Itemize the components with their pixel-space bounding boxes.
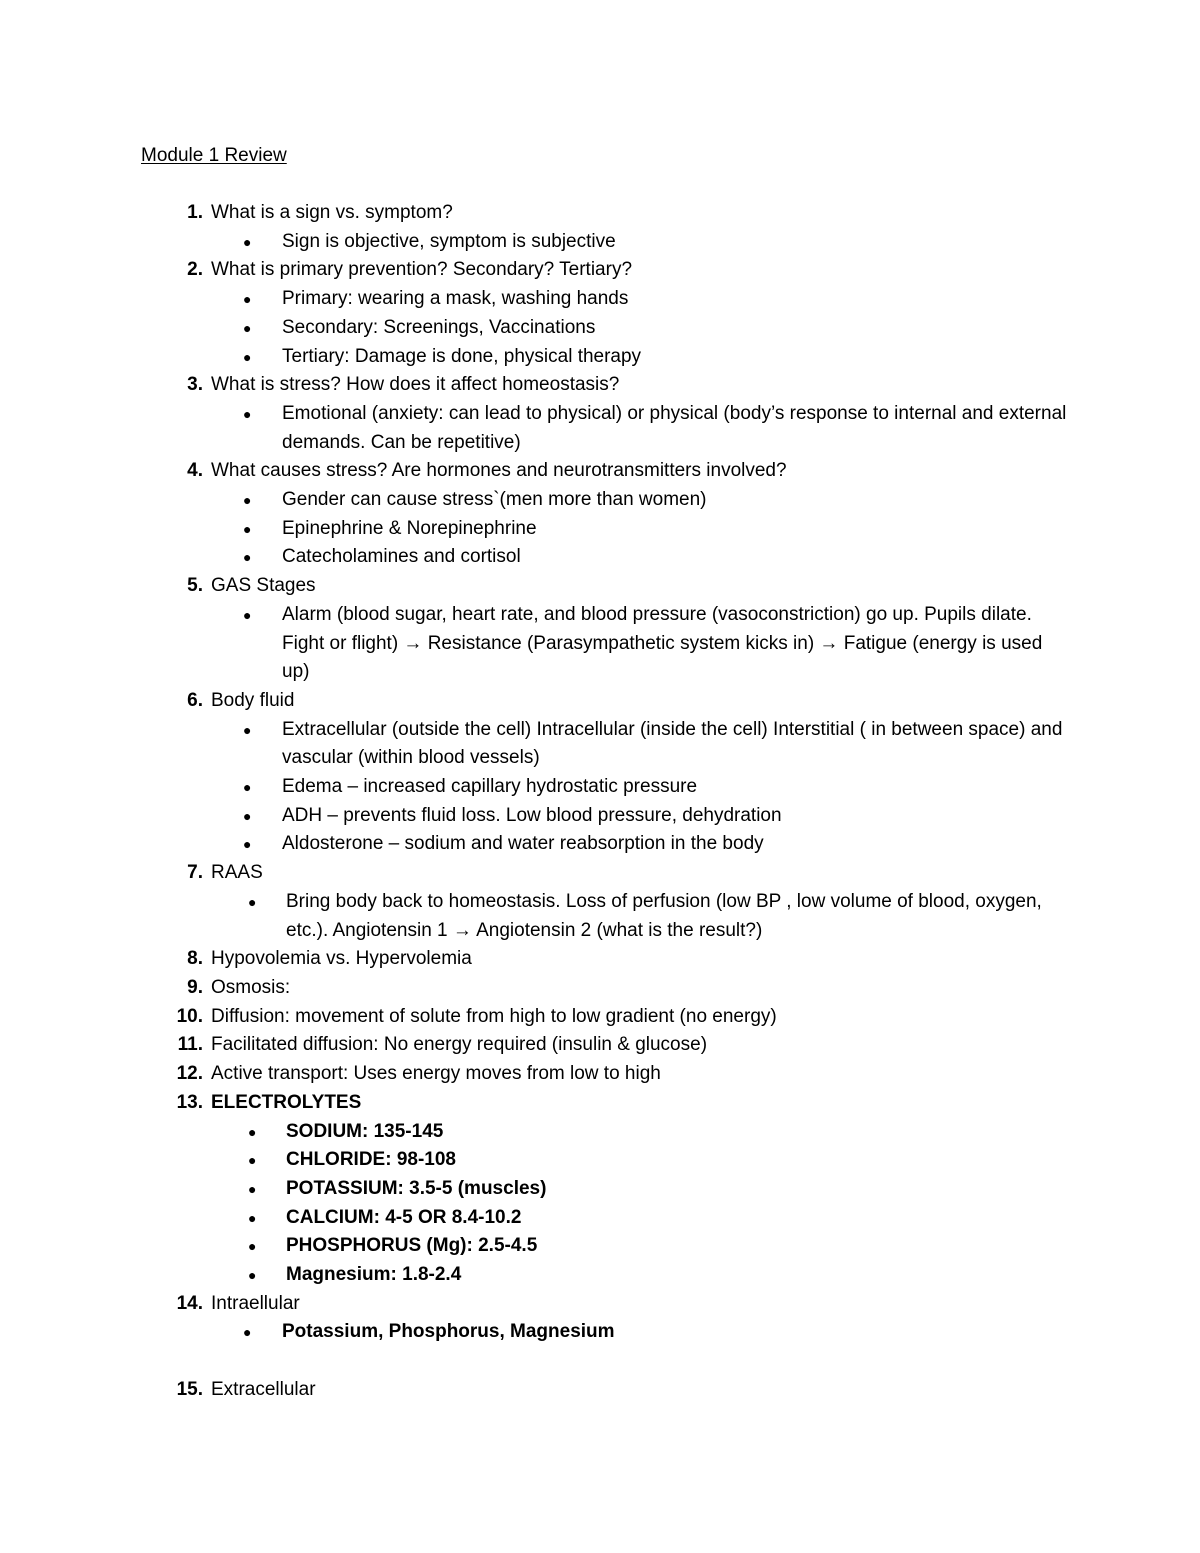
bullet-icon: ● — [243, 807, 252, 824]
bullet-item — [0, 888, 1200, 945]
list-item-7 — [0, 859, 1200, 888]
item-question: Hypovolemia vs. Hypervolemia — [211, 948, 472, 970]
bullet-item — [0, 830, 1200, 859]
bullet-item — [0, 343, 1200, 372]
bullet-text: CALCIUM: 4-5 OR 8.4-10.2 — [286, 1206, 522, 1228]
bullet-text: Alarm (blood sugar, heart rate, and blood pressure (vasoconstriction) go up. Pupils dilate. Fight or flight) → Resistance (Parasympathetic system kicks in) → Fatigue (energy is used up) — [282, 603, 1043, 683]
list-item-10 — [0, 1003, 1200, 1032]
item-question: GAS Stages — [211, 575, 316, 597]
list-item-11 — [0, 1031, 1200, 1060]
bullet-text: Sign is objective, symptom is subjective — [282, 230, 616, 252]
bullet-text: Emotional (anxiety: can lead to physical) or physical (body’s response to internal and external demands. Can be repetitive) — [282, 402, 1067, 453]
bullet-icon: ● — [248, 1180, 257, 1197]
bullet-item — [0, 1146, 1200, 1175]
bullet-text: Extracellular (outside the cell) Intracellular (inside the cell) Interstitial ( in between space) and vascular (within blood vessels) — [282, 718, 1063, 769]
list-item-15 — [0, 1376, 1200, 1405]
item-number: 12. — [176, 1063, 203, 1085]
item-number: 4. — [187, 460, 203, 482]
bullet-item — [0, 285, 1200, 314]
bullet-item — [0, 716, 1200, 773]
list-item-3 — [0, 371, 1200, 400]
bullet-text: Catecholamines and cortisol — [282, 546, 521, 568]
review-list — [0, 199, 1200, 1405]
bullet-icon: ● — [243, 348, 252, 365]
list-item-2 — [0, 256, 1200, 285]
bullet-item — [0, 400, 1200, 457]
page-title: Module 1 Review — [141, 145, 287, 166]
bullet-text: POTASSIUM: 3.5-5 (muscles) — [286, 1177, 547, 1199]
bullet-item — [0, 1118, 1200, 1147]
bullet-icon: ● — [248, 1152, 257, 1169]
bullet-item — [0, 1204, 1200, 1233]
item-number: 8. — [187, 948, 203, 970]
bullet-text: Epinephrine & Norepinephrine — [282, 517, 537, 539]
item-question: RAAS — [211, 862, 263, 884]
bullet-icon: ● — [248, 1123, 257, 1140]
bullet-text: PHOSPHORUS (Mg): 2.5-4.5 — [286, 1235, 538, 1257]
bullet-text: Secondary: Screenings, Vaccinations — [282, 316, 596, 338]
item-number: 5. — [187, 575, 203, 597]
list-item-8 — [0, 945, 1200, 974]
item-number: 6. — [187, 689, 203, 711]
bullet-item — [0, 1175, 1200, 1204]
item-question: Active transport: Uses energy moves from low to high — [211, 1063, 661, 1085]
bullet-item — [0, 773, 1200, 802]
bullet-icon: ● — [243, 319, 252, 336]
item-number: 7. — [187, 862, 203, 884]
bullet-text: Potassium, Phosphorus, Magnesium — [282, 1321, 615, 1343]
item-question: What is stress? How does it affect homeostasis? — [211, 374, 620, 396]
bullet-item — [0, 228, 1200, 257]
list-item-1 — [0, 199, 1200, 228]
item-number: 15. — [176, 1378, 203, 1400]
bullet-icon: ● — [243, 520, 252, 537]
item-question: ELECTROLYTES — [211, 1091, 362, 1113]
bullet-item — [0, 601, 1200, 687]
bullet-icon: ● — [248, 1267, 257, 1284]
bullet-icon: ● — [248, 1238, 257, 1255]
item-question: Facilitated diffusion: No energy required (insulin & glucose) — [211, 1034, 708, 1056]
bullet-item — [0, 314, 1200, 343]
bullet-icon: ● — [243, 721, 252, 738]
bullet-item — [0, 515, 1200, 544]
item-question: Body fluid — [211, 689, 295, 711]
bullet-text: Gender can cause stress`(men more than women) — [282, 489, 707, 511]
bullet-icon: ● — [248, 1209, 257, 1226]
bullet-text: Aldosterone – sodium and water reabsorption in the body — [282, 833, 764, 855]
bullet-text: Tertiary: Damage is done, physical therapy — [282, 345, 642, 367]
bullet-item — [0, 802, 1200, 831]
list-item-4 — [0, 457, 1200, 486]
item-question: What is a sign vs. symptom? — [211, 202, 453, 223]
bullet-text: SODIUM: 135-145 — [286, 1120, 444, 1142]
list-item-14 — [0, 1290, 1200, 1319]
bullet-icon: ● — [243, 291, 252, 308]
item-question: What causes stress? Are hormones and neurotransmitters involved? — [211, 460, 787, 482]
list-item-12 — [0, 1060, 1200, 1089]
item-number: 13. — [176, 1091, 203, 1113]
item-number: 2. — [187, 259, 203, 281]
item-number: 1. — [187, 202, 203, 223]
bullet-text: Bring body back to homeostasis. Loss of perfusion (low BP , low volume of blood, oxygen, etc.). Angiotensin 1 → Angiotensin 2 (what is the result?) — [286, 890, 1042, 941]
list-item-6 — [0, 687, 1200, 716]
item-number: 9. — [187, 976, 203, 998]
bullet-icon: ● — [248, 893, 257, 910]
bullet-icon: ● — [243, 606, 252, 623]
item-number: 10. — [176, 1005, 203, 1027]
item-number: 14. — [176, 1292, 203, 1314]
bullet-icon: ● — [243, 405, 252, 422]
list-item-9 — [0, 974, 1200, 1003]
spacer — [0, 1347, 1200, 1376]
bullet-icon: ● — [243, 233, 252, 250]
bullet-icon: ● — [243, 549, 252, 566]
bullet-item — [0, 1261, 1200, 1290]
item-number: 3. — [187, 374, 203, 396]
item-question: Osmosis: — [211, 976, 291, 998]
bullet-icon: ● — [243, 1324, 252, 1341]
item-number: 11. — [177, 1034, 203, 1056]
list-item-13 — [0, 1089, 1200, 1118]
item-question: Intraellular — [211, 1292, 300, 1314]
bullet-text: Primary: wearing a mask, washing hands — [282, 288, 629, 310]
list-item-5 — [0, 572, 1200, 601]
bullet-text: Edema – increased capillary hydrostatic pressure — [282, 776, 698, 798]
bullet-text: Magnesium: 1.8-2.4 — [286, 1264, 462, 1286]
item-question: Diffusion: movement of solute from high to low gradient (no energy) — [211, 1005, 777, 1027]
bullet-icon: ● — [243, 492, 252, 509]
item-question: What is primary prevention? Secondary? Tertiary? — [211, 259, 633, 281]
bullet-icon: ● — [243, 779, 252, 796]
bullet-item — [0, 543, 1200, 572]
bullet-icon: ● — [243, 836, 252, 853]
bullet-item — [0, 1232, 1200, 1261]
bullet-text: ADH – prevents fluid loss. Low blood pressure, dehydration — [282, 804, 782, 826]
bullet-text: CHLORIDE: 98-108 — [286, 1149, 456, 1171]
item-question: Extracellular — [211, 1378, 316, 1400]
bullet-item — [0, 486, 1200, 515]
bullet-item — [0, 1318, 1200, 1347]
